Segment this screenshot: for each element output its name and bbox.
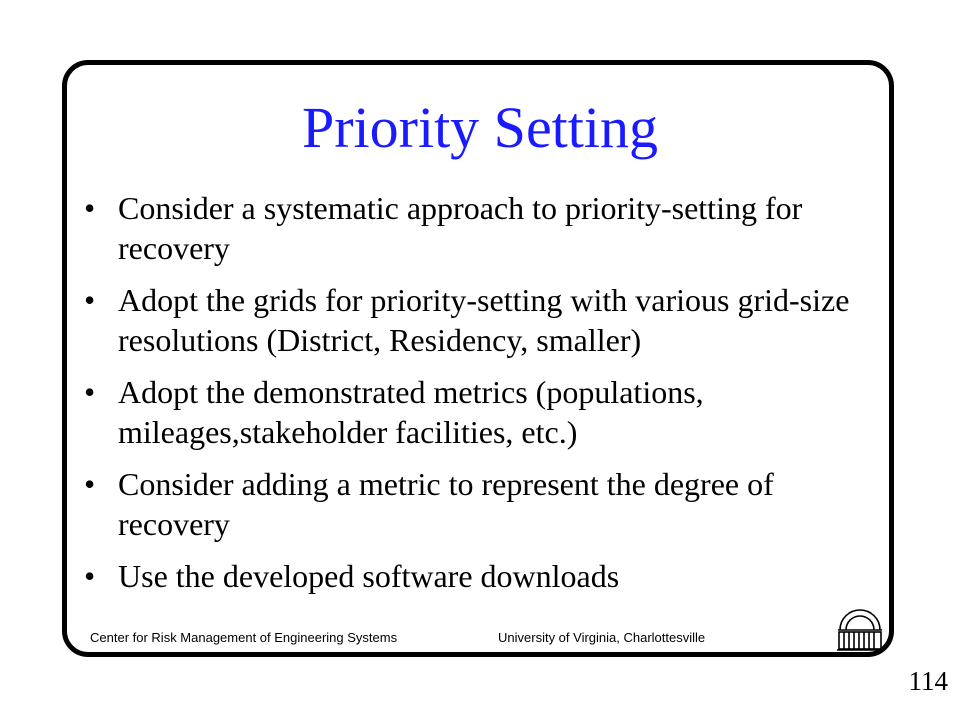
bullet-item <box>84 280 884 360</box>
bullet-text: Adopt the grids for priority-setting with various grid-size resolutions (District, Residency, smaller) <box>118 282 850 358</box>
bullet-text: Use the developed software downloads <box>118 558 620 594</box>
bullet-item <box>84 372 884 452</box>
bullet-list <box>84 188 884 608</box>
footer-university: University of Virginia, Charlottesville <box>498 630 706 645</box>
bullet-text: Consider adding a metric to represent the degree of recovery <box>118 466 774 542</box>
bullet-text: Consider a systematic approach to priority-setting for recovery <box>118 190 803 266</box>
rotunda-logo-icon <box>834 600 886 652</box>
bullet-item <box>84 188 884 268</box>
page-number: 114 <box>908 666 948 696</box>
bullet-marker: • <box>84 466 96 502</box>
bullet-marker: • <box>84 190 96 226</box>
footer-organization: Center for Risk Management of Engineering Systems <box>90 630 398 645</box>
slide-title: Priority Setting <box>301 95 659 160</box>
bullet-text: Adopt the demonstrated metrics (populations, mileages,stakeholder facilities, etc.) <box>118 374 704 450</box>
bullet-item <box>84 464 884 544</box>
bullet-marker: • <box>84 558 96 594</box>
bullet-marker: • <box>84 282 96 318</box>
bullet-marker: • <box>84 374 96 410</box>
bullet-item <box>84 556 884 596</box>
